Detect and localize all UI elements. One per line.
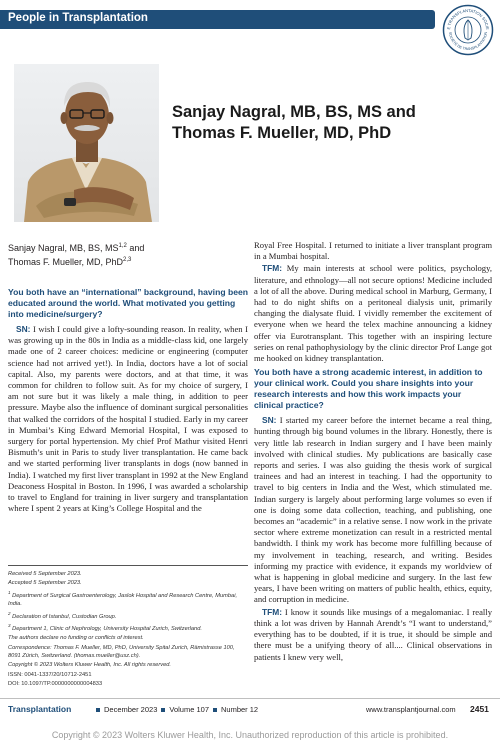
speaker-label: SN: (262, 415, 277, 426)
affiliation-2: $^2$ Declaration of Istanbul, Custodian Group. (8, 610, 117, 620)
svg-text:SOCIÉTÉ DE TRANSPLANTATION: SOCIÉTÉ DE TRANSPLANTATION (447, 31, 489, 52)
answer-text: I started my career before the internet became a real thing, hunting through big bound volumes in the library. Honestly, there is very little lab research in Indian surgery and I have been mainly involved with clinical studies. My publications are basically case reports and series. I was also guiding the thesis work of surgical trainees and had an interest in teaching. I had the opportunity to travel to big centers in India and the West, which stimulated me. Indian surgery is largely about performing large volumes so even if one is doing some data collection, teaching, and publishing, one becomes an “academic” in a relative sense. I now work in the private sector where extreme monetization can result in a restricted mental bandwidth. I think my work has become more fulfilling because of my involvement in teaching, research, and writing. Besides informing my practice with evidence, it expands my worldview of what is happening in global medicine and surgery. In the last few years, I have been writing on matters of public health, ethics, equity, and corruption in medicine. (254, 415, 492, 605)
page-number: 2451 (470, 704, 489, 714)
society-seal-logo (442, 4, 494, 56)
author-2-affiliations: 2,3 (123, 257, 132, 263)
copyright-notice: Copyright © 2023 Wolters Kluwer Health, Inc. Unauthorized reproduction of this article is prohibited. (51, 730, 449, 740)
affiliation-3: $^3$ Department 1, Clinic of Nephrology, University Hospital Zurich, Switzerland. (8, 622, 202, 632)
answer-paragraph (8, 324, 248, 514)
section-header-bar (0, 10, 435, 29)
issue-volume: Volume 107 (169, 705, 209, 714)
received-date: Received 5 September 2023. (8, 571, 82, 577)
accepted-date: Accepted 5 September 2023. (8, 580, 82, 587)
journal-name: Transplantation (8, 704, 72, 714)
affiliation-3-text: Department 1, Clinic of Nephrology, University Hospital Zurich, Switzerland. (10, 625, 202, 632)
speaker-label: TFM: (262, 606, 282, 617)
copyright-line: Copyright © 2023 Wolters Kluwer Health, Inc. All rights reserved. (8, 662, 171, 669)
author-1-name: Sanjay Nagral, MB, BS, MS (8, 243, 119, 253)
correspondence: Correspondence: Thomas F. Mueller, MD, PhD, University Spital Zurich, Rämistrasse 100, 8091 Zürich, Switzerland. (thomas.mueller@usz.ch). (8, 644, 235, 659)
answer-paragraph (254, 263, 492, 364)
answer-paragraph (254, 415, 492, 605)
section-title: People in Transplantation (8, 12, 148, 24)
answer-text: My main interests at school were politics, psychology, literature, and ethnology—all not secure options! Medicine included a lot of all the above. During medical school in Marburg, Germany, I had to do night shifts on a peritoneal dialysis unit, primarily changing the dialysate fluid. I vividly remember the excitement of everyone when we heard the telex machine announcing a kidney offer via Eurotransplant. This together with an inspiring lecture series on renal pathophysiology by the clinic director Prof Lange got me hooked on kidney transplantation. (254, 263, 492, 364)
speaker-label: SN: (16, 324, 31, 334)
affiliation-1: $^1$ Department of Surgical Gastroenterology, Jaslok Hospital and Research Centre, Mumbai, India. (8, 589, 238, 608)
issue-number: Number 12 (221, 705, 259, 714)
answer-text: I know it sounds like musings of a megalomaniac. I really think a lot was driven by Hannah Arendt’s “I want to understand,” everything has to be doubted, if it is true, it should be simple and there must be a unifying theory of all.... Clinical observations in patients I knew very well, (254, 606, 492, 662)
interview-question-2: You both have a strong academic interest, in addition to your clinical work. Could you share insights into your research interests and how this work impacts your clinical practice? (254, 367, 483, 411)
issn: ISSN: 0041-1337/20/10712-2451 (8, 671, 92, 678)
headline-line-2: Thomas F. Mueller, MD, PhD (172, 124, 392, 142)
footnote-divider (8, 565, 248, 566)
issue-date: December 2023 (104, 705, 158, 714)
headline-line-1: Sanjay Nagral, MB, BS, MS and (172, 103, 416, 121)
author-1-affiliations: 1,2 (118, 243, 127, 249)
right-text-column (254, 240, 492, 664)
square-bullet-icon (213, 708, 217, 712)
continued-paragraph: Royal Free Hospital. I returned to initiate a liver transplant program in a Mumbai hospital. (254, 240, 492, 262)
author-2-name: Thomas F. Mueller, MD, PhD (8, 257, 124, 267)
answer-paragraph (254, 607, 492, 663)
affiliation-2-text: Declaration of Istanbul, Custodian Group. (10, 613, 117, 620)
page-footer (0, 702, 500, 718)
square-bullet-icon (96, 708, 100, 712)
footer-divider (0, 698, 500, 699)
interview-question-1: You both have an “international” background, having been educated around the world. What motivated you getting into medicine/surgery? (8, 287, 249, 319)
svg-text:THE TRANSPLANTATION SOCIETY: E TRANSPLANTATION SOCIE (445, 7, 491, 30)
doi: DOI: 10.1097/TP.0000000000004833 (8, 681, 103, 688)
answer-text: I wish I could give a lofty-sounding reason. In reality, when I was growing up in the 80s in India as a middle-class kid, one largely made one of 2 career choices: medicine or engineering (computer science had not arrived yet!). In India, doctors have a lot of social capital. Also, my parents were doctors, and at that time, it was common for children to follow suit. As for my choice of surgery, I am not sure but it was likely a male thing, in addition to peer pressure. Maybe also the influence of dominant surgical personalities that walked the corridors of the hospital I studied. Early in my career in Mumbai’s King Edward Memorial Hospital, I was exposed to surgery for portal hypertension. My chief Prof Mathur visited Henri Bismuth’s unit in Paris to study liver transplantation. He came back and we started performing liver transplants in dogs (now banned in India). I watched my first liver transplant in 1992 at the New England Deaconess Hospital in Boston. In 1996, I was awarded a scholarship to travel to England for training in liver surgery and transplantation where I spent 2 years at King’s College Hospital and the (8, 324, 248, 514)
author-byline (8, 240, 248, 268)
left-text-column (8, 284, 248, 515)
journal-url: www.transplantjournal.com (366, 705, 456, 714)
article-headline (172, 102, 492, 144)
issue-info (92, 705, 258, 714)
article-footnotes (8, 570, 248, 690)
speaker-label: TFM: (262, 263, 282, 274)
author-conjunction: and (126, 243, 145, 253)
affiliation-1-text: Department of Surgical Gastroenterology, Jaslok Hospital and Research Centre, Mumbai, India. (8, 592, 238, 608)
square-bullet-icon (161, 708, 165, 712)
author-photo (14, 64, 159, 222)
conflict-statement: The authors declare no funding or conflicts of interest. (8, 635, 144, 642)
